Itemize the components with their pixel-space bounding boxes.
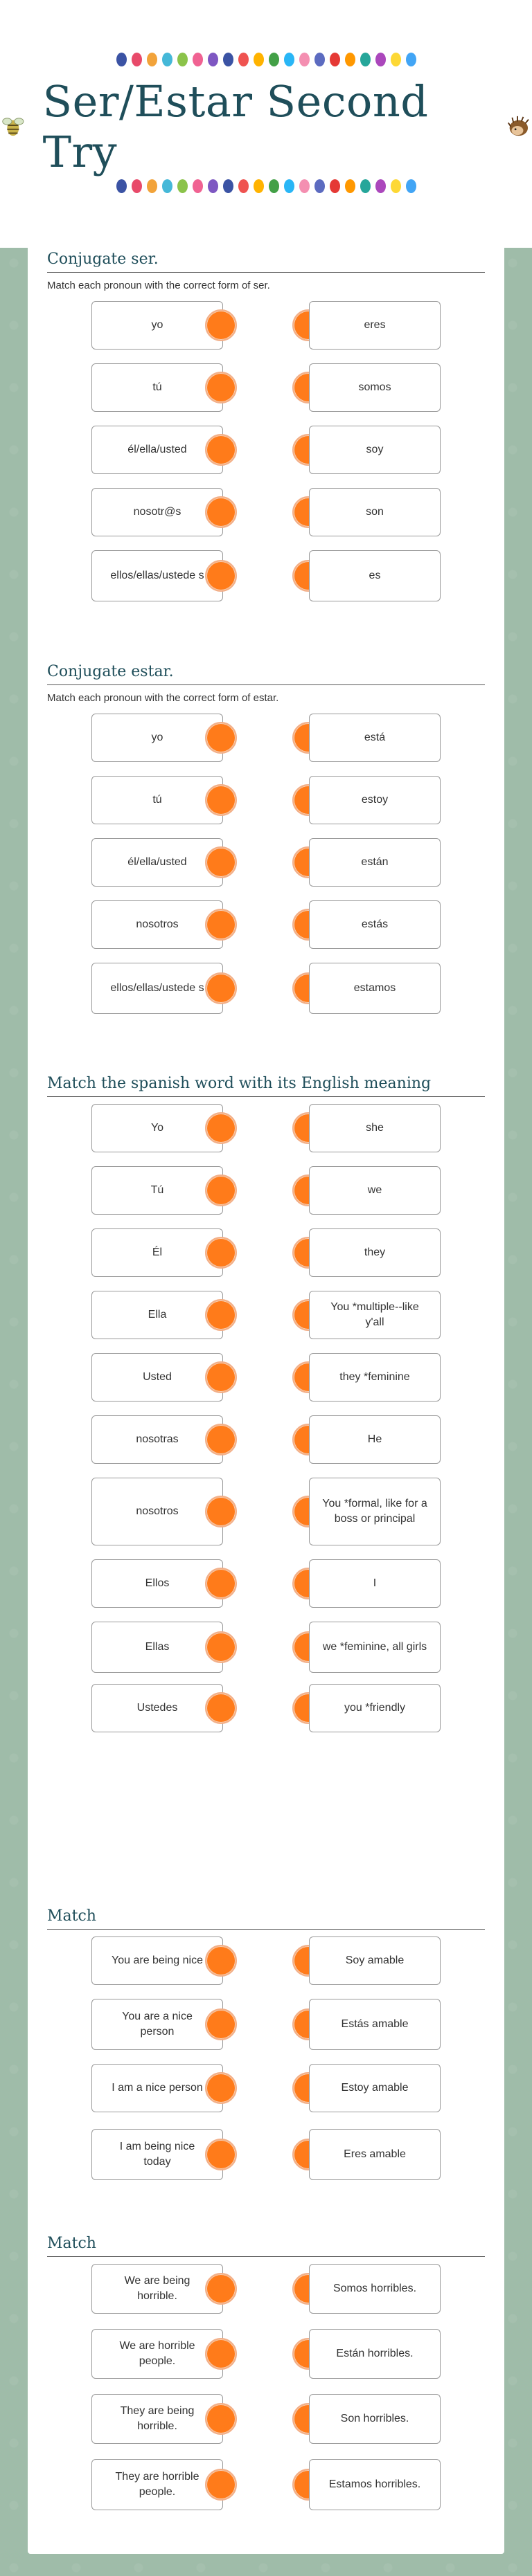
- match-left-item[interactable]: tú: [91, 776, 223, 824]
- match-left-item[interactable]: Ustedes: [91, 1684, 223, 1732]
- match-left-connector[interactable]: [205, 1692, 237, 1724]
- match-left-connector[interactable]: [205, 496, 237, 528]
- decor-dot: [269, 179, 279, 193]
- page-title: Ser/Estar Second Try: [42, 76, 429, 177]
- decor-dot: [406, 179, 416, 193]
- decor-dot: [406, 53, 416, 66]
- match-left-connector[interactable]: [205, 722, 237, 754]
- matching-pairs: [47, 1104, 485, 1741]
- match-left-connector[interactable]: [205, 909, 237, 941]
- match-right-item[interactable]: estás: [309, 900, 441, 949]
- decor-dot: [193, 179, 203, 193]
- match-left-item[interactable]: tú: [91, 363, 223, 412]
- decor-dot: [208, 53, 218, 66]
- match-left-item[interactable]: Usted: [91, 1353, 223, 1402]
- section-title: Match: [47, 1907, 485, 1930]
- match-right-item[interactable]: está: [309, 714, 441, 762]
- decor-dot: [375, 53, 386, 66]
- match-left-connector[interactable]: [205, 1237, 237, 1269]
- match-left-connector[interactable]: [205, 2338, 237, 2370]
- hedgehog-icon: [506, 113, 532, 140]
- match-left-item[interactable]: él/ella/usted: [91, 426, 223, 474]
- section-title: Match the spanish word with its English meaning: [47, 1075, 485, 1097]
- match-right-item[interactable]: she: [309, 1104, 441, 1152]
- decor-dot: [254, 53, 264, 66]
- match-left-item[interactable]: Ellas: [91, 1622, 223, 1673]
- decor-dot: [391, 179, 401, 193]
- match-right-item[interactable]: Eres amable: [309, 2129, 441, 2180]
- match-left-item[interactable]: nosotros: [91, 1478, 223, 1545]
- match-right-item[interactable]: You *formal, like for a boss or principal: [309, 1478, 441, 1545]
- decor-dot: [254, 179, 264, 193]
- section-conjugate-ser: [47, 251, 485, 606]
- match-left-item[interactable]: You are being nice: [91, 1936, 223, 1985]
- decor-dot: [330, 53, 340, 66]
- section-instruction: Match each pronoun with the correct form of estar.: [47, 692, 279, 704]
- match-right-item[interactable]: Estás amable: [309, 1999, 441, 2050]
- decor-dot: [269, 53, 279, 66]
- section-title: Conjugate estar.: [47, 663, 485, 685]
- match-right-item[interactable]: Están horribles.: [309, 2329, 441, 2379]
- decor-dot: [345, 179, 355, 193]
- decor-dot: [223, 179, 233, 193]
- decor-dot: [345, 53, 355, 66]
- match-left-item[interactable]: yo: [91, 301, 223, 350]
- decor-dot: [238, 179, 249, 193]
- match-left-connector[interactable]: [205, 309, 237, 341]
- match-right-item[interactable]: we *feminine, all girls: [309, 1622, 441, 1673]
- dot-border-top: [0, 53, 532, 66]
- section-conjugate-estar: [47, 663, 485, 1018]
- match-left-connector[interactable]: [205, 434, 237, 466]
- decor-dot: [147, 179, 157, 193]
- match-left-item[interactable]: I am a nice person: [91, 2064, 223, 2112]
- decor-dot: [116, 53, 127, 66]
- match-left-item[interactable]: ellos/ellas/ustede s: [91, 550, 223, 601]
- match-left-item[interactable]: ellos/ellas/ustede s: [91, 963, 223, 1014]
- match-left-connector[interactable]: [205, 372, 237, 403]
- match-right-item[interactable]: you *friendly: [309, 1684, 441, 1732]
- section-title: Conjugate ser.: [47, 251, 485, 273]
- match-left-connector[interactable]: [205, 1299, 237, 1331]
- match-right-item[interactable]: están: [309, 838, 441, 887]
- section-match-2: [47, 2235, 485, 2513]
- match-right-item[interactable]: eres: [309, 301, 441, 350]
- match-right-item[interactable]: Son horribles.: [309, 2394, 441, 2444]
- match-left-connector[interactable]: [205, 1568, 237, 1599]
- match-left-connector[interactable]: [205, 846, 237, 878]
- match-right-item[interactable]: we: [309, 1166, 441, 1215]
- match-left-connector[interactable]: [205, 2072, 237, 2104]
- match-right-item[interactable]: He: [309, 1415, 441, 1464]
- dot-border-bottom: [0, 179, 532, 193]
- match-right-item[interactable]: they *feminine: [309, 1353, 441, 1402]
- match-right-item[interactable]: they: [309, 1228, 441, 1277]
- bee-icon: [0, 113, 26, 140]
- decor-dot: [116, 179, 127, 193]
- match-left-item[interactable]: We are horrible people.: [91, 2329, 223, 2379]
- decor-dot: [375, 179, 386, 193]
- match-left-item[interactable]: Él: [91, 1228, 223, 1277]
- match-left-connector[interactable]: [205, 2139, 237, 2170]
- match-right-item[interactable]: I: [309, 1559, 441, 1608]
- match-left-connector[interactable]: [205, 1112, 237, 1144]
- match-left-connector[interactable]: [205, 2403, 237, 2435]
- match-right-item[interactable]: es: [309, 550, 441, 601]
- decor-dot: [299, 179, 310, 193]
- decor-dot: [360, 179, 371, 193]
- section-spanish-english: [47, 1075, 485, 1741]
- section-match-1: [47, 1907, 485, 2186]
- match-left-item[interactable]: They are horrible people.: [91, 2459, 223, 2510]
- match-left-connector[interactable]: [205, 784, 237, 816]
- decor-dot: [314, 179, 325, 193]
- match-left-connector[interactable]: [205, 1361, 237, 1393]
- match-left-item[interactable]: I am being nice today: [91, 2129, 223, 2180]
- match-right-item[interactable]: You *multiple--like y'all: [309, 1291, 441, 1339]
- decor-dot: [314, 53, 325, 66]
- match-left-item[interactable]: nosotr@s: [91, 488, 223, 536]
- match-left-connector[interactable]: [205, 1174, 237, 1206]
- decor-dot: [284, 53, 294, 66]
- match-left-item[interactable]: They are being horrible.: [91, 2394, 223, 2444]
- worksheet-header: [0, 0, 532, 248]
- decor-dot: [162, 53, 172, 66]
- match-left-item[interactable]: Ella: [91, 1291, 223, 1339]
- decor-dot: [238, 53, 249, 66]
- decor-dot: [132, 53, 142, 66]
- match-left-item[interactable]: We are being horrible.: [91, 2264, 223, 2314]
- decor-dot: [284, 179, 294, 193]
- decor-dot: [177, 53, 188, 66]
- matching-pairs: [47, 714, 485, 1018]
- match-left-item[interactable]: Yo: [91, 1104, 223, 1152]
- match-right-item[interactable]: soy: [309, 426, 441, 474]
- match-left-connector[interactable]: [205, 2469, 237, 2501]
- match-left-item[interactable]: nosotros: [91, 900, 223, 949]
- decor-dot: [299, 53, 310, 66]
- match-right-item[interactable]: estamos: [309, 963, 441, 1014]
- match-right-item[interactable]: son: [309, 488, 441, 536]
- decor-dot: [223, 53, 233, 66]
- match-right-item[interactable]: Estamos horribles.: [309, 2459, 441, 2510]
- matching-pairs: [47, 2264, 485, 2513]
- decor-dot: [177, 179, 188, 193]
- title-area: [0, 76, 532, 177]
- decor-dot: [330, 179, 340, 193]
- section-title: Match: [47, 2235, 485, 2257]
- match-left-connector[interactable]: [205, 972, 237, 1004]
- match-right-item[interactable]: Soy amable: [309, 1936, 441, 1985]
- match-left-item[interactable]: él/ella/usted: [91, 838, 223, 887]
- section-instruction: Match each pronoun with the correct form of ser.: [47, 280, 270, 291]
- match-right-item[interactable]: estoy: [309, 776, 441, 824]
- match-right-item[interactable]: Somos horribles.: [309, 2264, 441, 2314]
- match-left-item[interactable]: nosotras: [91, 1415, 223, 1464]
- decor-dot: [360, 53, 371, 66]
- decor-dot: [193, 53, 203, 66]
- match-left-connector[interactable]: [205, 560, 237, 592]
- match-left-connector[interactable]: [205, 2273, 237, 2305]
- match-left-item[interactable]: Tú: [91, 1166, 223, 1215]
- match-left-item[interactable]: You are a nice person: [91, 1999, 223, 2050]
- match-left-connector[interactable]: [205, 2008, 237, 2040]
- decor-dot: [391, 53, 401, 66]
- match-left-connector[interactable]: [205, 1424, 237, 1455]
- decor-dot: [162, 179, 172, 193]
- decor-dot: [132, 179, 142, 193]
- match-left-connector[interactable]: [205, 1496, 237, 1527]
- match-left-item[interactable]: Ellos: [91, 1559, 223, 1608]
- decor-dot: [208, 179, 218, 193]
- match-left-connector[interactable]: [205, 1945, 237, 1977]
- match-left-item[interactable]: yo: [91, 714, 223, 762]
- matching-pairs: [47, 301, 485, 606]
- match-right-item[interactable]: Estoy amable: [309, 2064, 441, 2112]
- match-left-connector[interactable]: [205, 1631, 237, 1663]
- decor-dot: [147, 53, 157, 66]
- match-right-item[interactable]: somos: [309, 363, 441, 412]
- matching-pairs: [47, 1936, 485, 2186]
